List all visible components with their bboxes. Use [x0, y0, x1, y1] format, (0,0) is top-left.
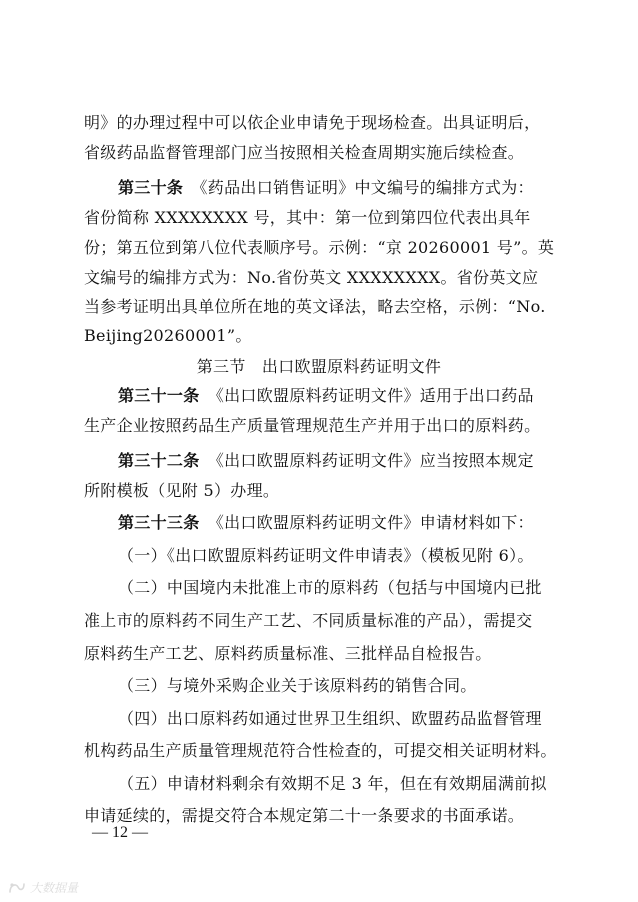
text-segment: （四）出口原料药如通过世界卫生组织、欧盟药品监督管理: [118, 709, 542, 728]
text-line: [84, 643, 556, 665]
article-heading-line: [118, 450, 558, 472]
watermark: [8, 880, 78, 896]
article-heading-line: [118, 177, 558, 199]
text-line: [84, 610, 556, 632]
text-segment: 机构药品生产质量管理规范符合性检查的，可提交相关证明材料。: [84, 741, 557, 760]
text-segment: 省级药品监督管理部门应当按照相关检查周期实施后续检查。: [84, 143, 525, 162]
article-heading-line: [118, 385, 558, 407]
text-line: [84, 415, 556, 437]
text-segment: 准上市的原料药不同生产工艺、不同质量标准的产品），需提交: [84, 611, 533, 630]
text-segment: 明》的办理过程中可以依企业申请免于现场检查。出具证明后，: [84, 113, 541, 132]
list-item-line: [118, 577, 558, 599]
text-line: [84, 267, 556, 289]
text-line: [84, 805, 556, 827]
text-segment: 《药品出口销售证明》中文编号的编排方式为：: [183, 178, 534, 197]
text-line: [84, 296, 556, 318]
article-number: 第三十三条: [118, 513, 200, 532]
text-segment: 份；第五位到第八位代表顺序号。示例：“京 20260001 号”。英: [84, 238, 555, 257]
text-segment: 所附模板（见附 5）办理。: [84, 481, 280, 500]
text-segment: 申请延续的，需提交符合本规定第二十一条要求的书面承诺。: [84, 806, 525, 825]
text-segment: （五）申请材料剩余有效期不足 3 年，但在有效期届满前拟: [118, 774, 547, 793]
text-segment: 当参考证明出具单位所在地的英文译法，略去空格，示例：“No.: [84, 297, 546, 316]
page-number: — 12 —: [92, 824, 148, 841]
text-segment: Beijing20260001”。: [84, 326, 252, 345]
text-segment: 省份简称 XXXXXXXX 号，其中：第一位到第四位代表出具年: [84, 208, 531, 227]
text-segment: 文编号的编排方式为：No.省份英文 XXXXXXXX。省份英文应: [84, 268, 539, 287]
text-segment: 《出口欧盟原料药证明文件》应当按照本规定: [199, 451, 534, 470]
text-segment: （一）《出口欧盟原料药证明文件申请表》（模板见附 6）。: [118, 546, 534, 565]
list-item-line: [118, 545, 558, 567]
watermark-logo-icon: [8, 881, 26, 895]
article-number: 第三十条: [118, 178, 184, 197]
article-number: 第三十二条: [118, 451, 200, 470]
text-line: [84, 207, 556, 229]
section-title: 第三节 出口欧盟原料药证明文件: [196, 357, 442, 376]
list-item-line: [118, 773, 558, 795]
text-segment: 原料药生产工艺、原料药质量标准、三批样品自检报告。: [84, 644, 492, 663]
text-segment: 《出口欧盟原料药证明文件》申请材料如下：: [199, 513, 534, 532]
text-segment: 《出口欧盟原料药证明文件》适用于出口药品: [199, 386, 534, 405]
text-line: [84, 112, 556, 134]
text-line: [84, 237, 556, 259]
text-line: [84, 325, 556, 347]
text-line: [84, 740, 556, 762]
watermark-text: 大数据量: [30, 881, 79, 895]
text-line: [84, 480, 556, 502]
text-segment: （三）与境外采购企业关于该原料药的销售合同。: [118, 676, 477, 695]
list-item-line: [118, 675, 558, 697]
text-line: [84, 142, 556, 164]
article-number: 第三十一条: [118, 386, 200, 405]
text-segment: 生产企业按照药品生产质量管理规范生产并用于出口的原料药。: [84, 416, 541, 435]
section-heading: [0, 356, 638, 378]
text-segment: （二）中国境内未批准上市的原料药（包括与中国境内已批: [118, 578, 542, 597]
list-item-line: [118, 708, 558, 730]
article-heading-line: [118, 512, 558, 534]
